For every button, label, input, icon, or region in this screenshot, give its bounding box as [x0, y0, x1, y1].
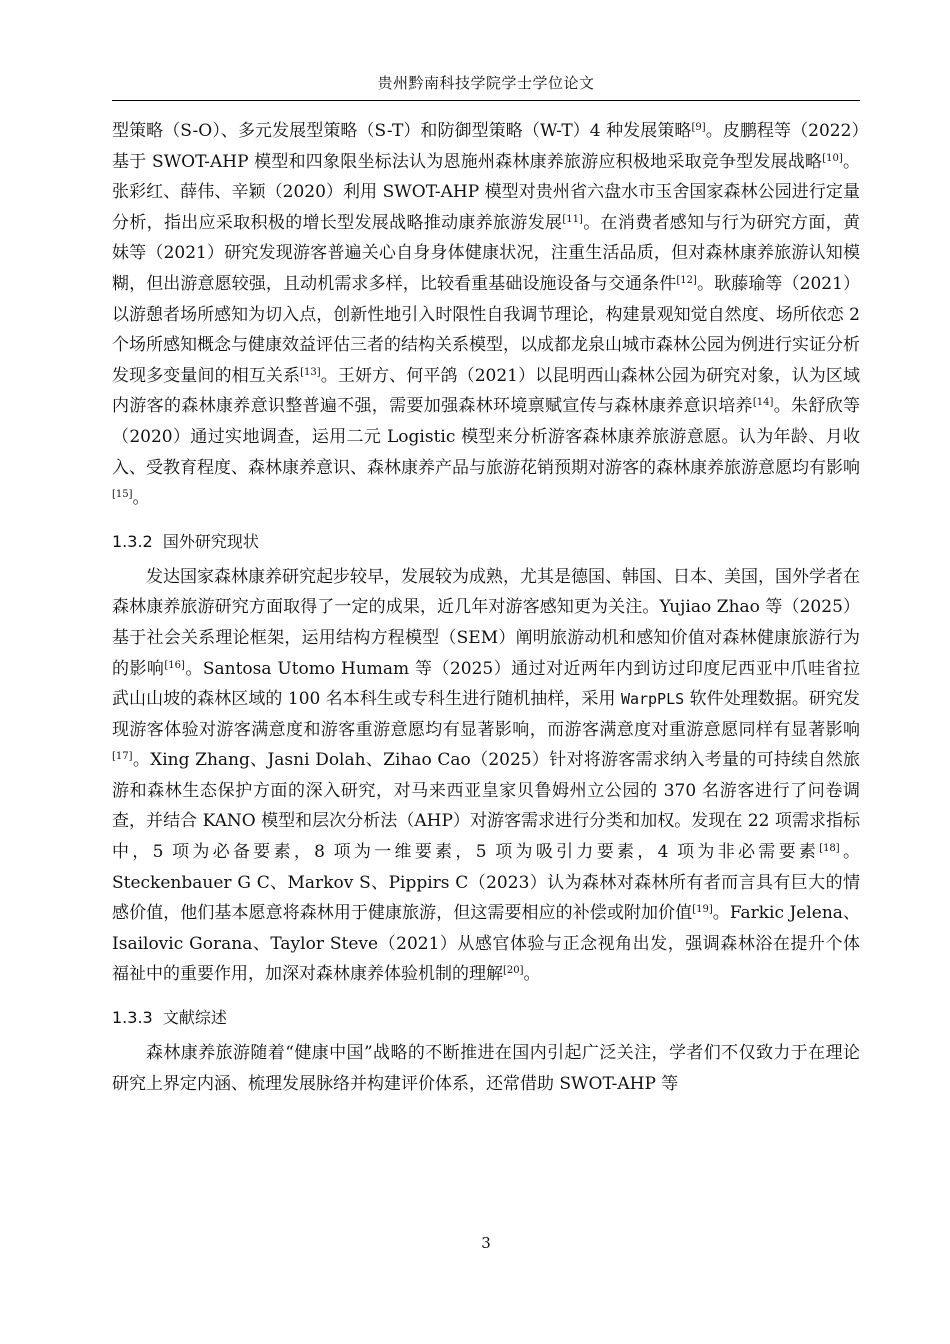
citation: [13]	[300, 366, 321, 378]
citation: [18]	[819, 843, 840, 855]
citation: [19]	[692, 904, 713, 916]
paragraph-domestic-research: 型策略（S-O）、多元发展型策略（S-T）和防御型策略（W-T）4 种发展策略[9]。皮鹏程等（2022）基于 SWOT-AHP 模型和四象限坐标法认为恩施州森林康养旅游应积极地采取竞争型发展战略[10]。张彩红、薛伟、辛颖（2020）利用 SWOT-AHP 模型对贵州省六盘水市玉舍国家森林公园进行定量分析，指出应采取积极的增长型发展战略推动康养旅游发展[11]。在消费者感知与行为研究方面，黄妹等（2021）研究发现游客普遍关心自身身体健康状况，注重生活品质，但对森林康养旅游认知模糊，但出游意愿较强，且动机需求多样，比较看重基础设施设备与交通条件[12]。耿藤瑜等（2021）以游憩者场所感知为切入点，创新性地引入时限性自我调节理论，构建景观知觉自然度、场所依恋 2 个场所感知概念与健康效益评估三者的结构关系模型，以成都龙泉山城市森林公园为例进行实证分析发现多变量间的相互关系[13]。王妍方、何平鸽（2021）以昆明西山森林公园为研究对象，认为区域内游客的森林康养意识整普遍不强，需要加强森林环境禀赋宣传与森林康养意识培养[14]。朱舒欣等（2020）通过实地调查，运用二元 Logistic 模型来分析游客森林康养旅游意愿。认为年龄、月收入、受教育程度、森林康养意识、森林康养产品与旅游花销预期对游客的森林康养旅游意愿均有影响[15]。	[112, 121, 861, 509]
citation: [20]	[503, 965, 524, 977]
section-heading-1-3-2: 1.3.2 国外研究现状	[112, 531, 259, 551]
section-heading-1-3-3: 1.3.3 文献综述	[112, 1008, 227, 1028]
document-body	[112, 116, 860, 1099]
citation: [9]	[691, 122, 706, 133]
citation: [11]	[562, 213, 583, 225]
header-rule	[112, 100, 860, 101]
paragraph-literature-review: 森林康养旅游随着“健康中国”战略的不断推进在国内引起广泛关注，学者们不仅致力于在理论研究上界定内涵、梳理发展脉络并构建评价体系，还常借助 SWOT-AHP 等	[112, 1043, 860, 1094]
paragraph-foreign-research: 发达国家森林康养研究起步较早，发展较为成熟，尤其是德国、韩国、日本、美国，国外学者在森林康养旅游研究方面取得了一定的成果，近几年对游客感知更为关注。Yujiao Zhao 等（2025）基于社会关系理论框架，运用结构方程模型（SEM）阐明旅游动机和感知价值对森林健康旅游行为的影响[16]。Santosa Utomo Humam 等（2025）通过对近两年内到访过印度尼西亚中爪哇省拉武山山坡的森林区域的 100 名本科生或专科生进行随机抽样，采用 WarpPLS 软件处理数据。研究发现游客体验对游客满意度和游客重游意愿均有显著影响，而游客满意度对重游意愿同样有显著影响[17]。Xing Zhang、Jasni Dolah、Zihao Cao（2025）针对将游客需求纳入考量的可持续自然旅游和森林生态保护方面的深入研究，对马来西亚皇家贝鲁姆州立公园的 370 名游客进行了问卷调查，并结合 KANO 模型和层次分析法（AHP）对游客需求进行分类和加权。发现在 22 项需求指标中，5 项为必备要素，8 项为一维要素，5 项为吸引力要素，4 项为非必需要素[18]。Steckenbauer G C、Markov S、Pippirs C（2023）认为森林对森林所有者而言具有巨大的情感价值，他们基本愿意将森林用于健康旅游，但这需要相应的补偿或附加价值[19]。Farkic Jelena、Isailovic Gorana、Taylor Steve（2021）从感官体验与正念视角出发，强调森林浴在提升个体福祉中的重要作用，加深对森林康养体验机制的理解[20]。	[112, 566, 861, 985]
citation: [16]	[164, 659, 185, 671]
citation: [10]	[822, 152, 843, 164]
software-name: WarpPLS	[620, 690, 685, 709]
citation: [12]	[676, 274, 697, 286]
page-header: 贵州黔南科技学院学士学位论文	[377, 74, 595, 92]
citation: [15]	[112, 489, 133, 501]
page-number: 3	[481, 1234, 491, 1252]
citation: [14]	[752, 397, 774, 409]
citation: [17]	[112, 751, 133, 763]
